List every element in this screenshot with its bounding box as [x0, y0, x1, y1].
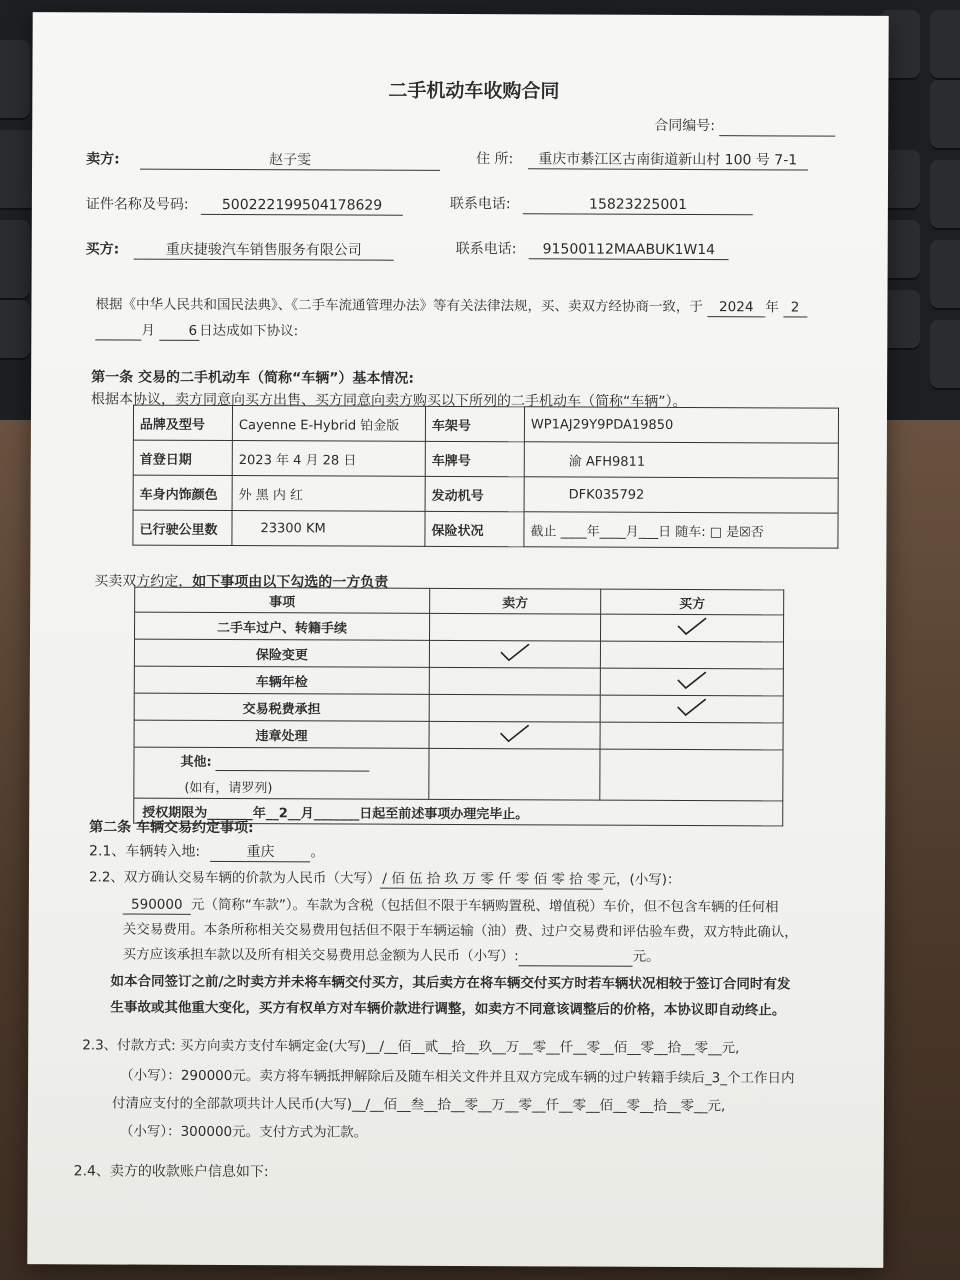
bold-clause-line-2: 生事故或其他重大变化，买方有权单方对车辆价款进行调整，如卖方不同意该调整后的价格，本协议即自动终止。	[110, 999, 786, 1019]
address-row: 住 所: 重庆市綦江区古南街道新山村 100 号 7-1	[476, 150, 808, 170]
checkmark-icon	[674, 670, 710, 690]
seller-phone-row: 联系电话: 15823225001	[450, 195, 753, 215]
clause-2-2-line-4: 买方应该承担车款以及所有相关交易费用总金额为人民币（小写）: 元。	[122, 946, 660, 965]
seller-row: 卖方: 赵子雯	[86, 150, 440, 171]
responsibility-row: 保险变更	[134, 639, 783, 669]
clause-2-3-line-2: （小写）：290000元。卖方将车辆抵押解除后及随车相关文件并且双方完成车辆的过户转籍手续后_3_个工作日内	[120, 1067, 795, 1087]
clause-2-4: 2.4、卖方的收款账户信息如下:	[73, 1163, 269, 1181]
responsibility-intro: 买卖双方约定，如下事项由以下勾选的一方负责	[94, 573, 389, 591]
responsibility-row: 车辆年检	[134, 666, 783, 696]
buyer-phone-row: 联系电话: 91500112MAABUK1W14	[456, 240, 729, 260]
clause-2-1: 2.1、车辆转入地: 重庆 。	[89, 843, 325, 861]
article-2-title: 第二条 车辆交易约定事项:	[89, 819, 254, 837]
responsibility-row: 交易税费承担	[134, 693, 783, 723]
contract-page	[27, 12, 888, 1268]
responsibility-row: 违章处理	[134, 720, 783, 750]
clause-2-2-line-3: 关交易费用。本条所称相关交易费用包括但不限于车辆运输（油）费、过户交易费和评估验车费，双方特此确认，	[122, 921, 798, 941]
contract-number: 合同编号:	[654, 117, 835, 137]
clause-2-3-line-4: （小写）：300000元。支付方式为汇款。	[119, 1123, 368, 1141]
responsibility-row: 二手车过户、转籍手续	[135, 612, 784, 642]
checkmark-icon	[674, 616, 710, 636]
checkmark-icon	[497, 723, 533, 743]
id-row: 证件名称及号码: 500222199504178629	[86, 195, 403, 215]
responsibility-table: 事项 卖方 买方 二手车过户、转籍手续 保险变更 车辆年检 交易税费承担 违章处理 其他: (如有，请罗列) 授权期限为_______年__2__月_______日起至前述事项办理完毕止。	[133, 587, 784, 827]
intro-line-2: 月 6 日达成如下协议:	[95, 321, 298, 341]
buyer-row: 买方: 重庆捷骏汽车销售服务有限公司	[86, 240, 394, 260]
article-1-intro: 根据本协议，卖方同意向买方出售、买方同意向卖方购买以下所列的二手机动车（简称“车辆”）。	[91, 391, 687, 410]
clause-2-3-line-3: 付清应支付的全部款项共计人民币(大写)__/__佰__叁__拾__零__万__零__仟__零__佰__零__拾__零__元,	[111, 1095, 726, 1115]
clause-2-3-line-1: 2.3、付款方式: 买方向卖方支付车辆定金(大写)__/__佰__贰__拾__玖__万__零__仟__零__佰__零__拾__零__元,	[82, 1037, 740, 1057]
clause-2-2-line-1: 2.2、双方确认交易车辆的价款为人民币（大写） / 佰 伍 拾 玖 万 零 仟 零 佰 零 拾 零 元，(小写)：	[88, 869, 681, 888]
vehicle-info-table: 品牌及型号 Cayenne E-Hybrid 铂金版 车架号 WP1AJ29Y9PDA19850 首登日期 2023 年 4 月 28 日 车牌号 渝 AFH9811 车身内饰颜色 外 黑 内 红 发动机号 DFK035792 已行驶公里数 23300 KM 保险状况 截止 ____年____月___日 随车: □ 是☒否	[132, 405, 839, 549]
document-title: 二手机动车收购合同	[388, 79, 560, 103]
checkmark-icon	[674, 697, 710, 717]
clause-2-2-line-2: 590000 元（简称“车款”）。车款为含税（包括但不限于车辆购置税、增值税）车价，但不包含车辆的任何相	[123, 896, 779, 918]
checkmark-icon	[497, 642, 533, 662]
article-1-title: 第一条 交易的二手机动车（简称“车辆”）基本情况:	[91, 369, 415, 387]
bold-clause-line-1: 如本合同签订之前/之时卖方并未将车辆交付买方，其后卖方在将车辆交付买方时若车辆状况相较于签订合同时有发	[110, 973, 791, 993]
intro-line-1: 根据《中华人民共和国民法典》、《二手车流通管理办法》等有关法律法规，买、卖双方经协商一致，于 2024 年 2	[95, 295, 807, 317]
